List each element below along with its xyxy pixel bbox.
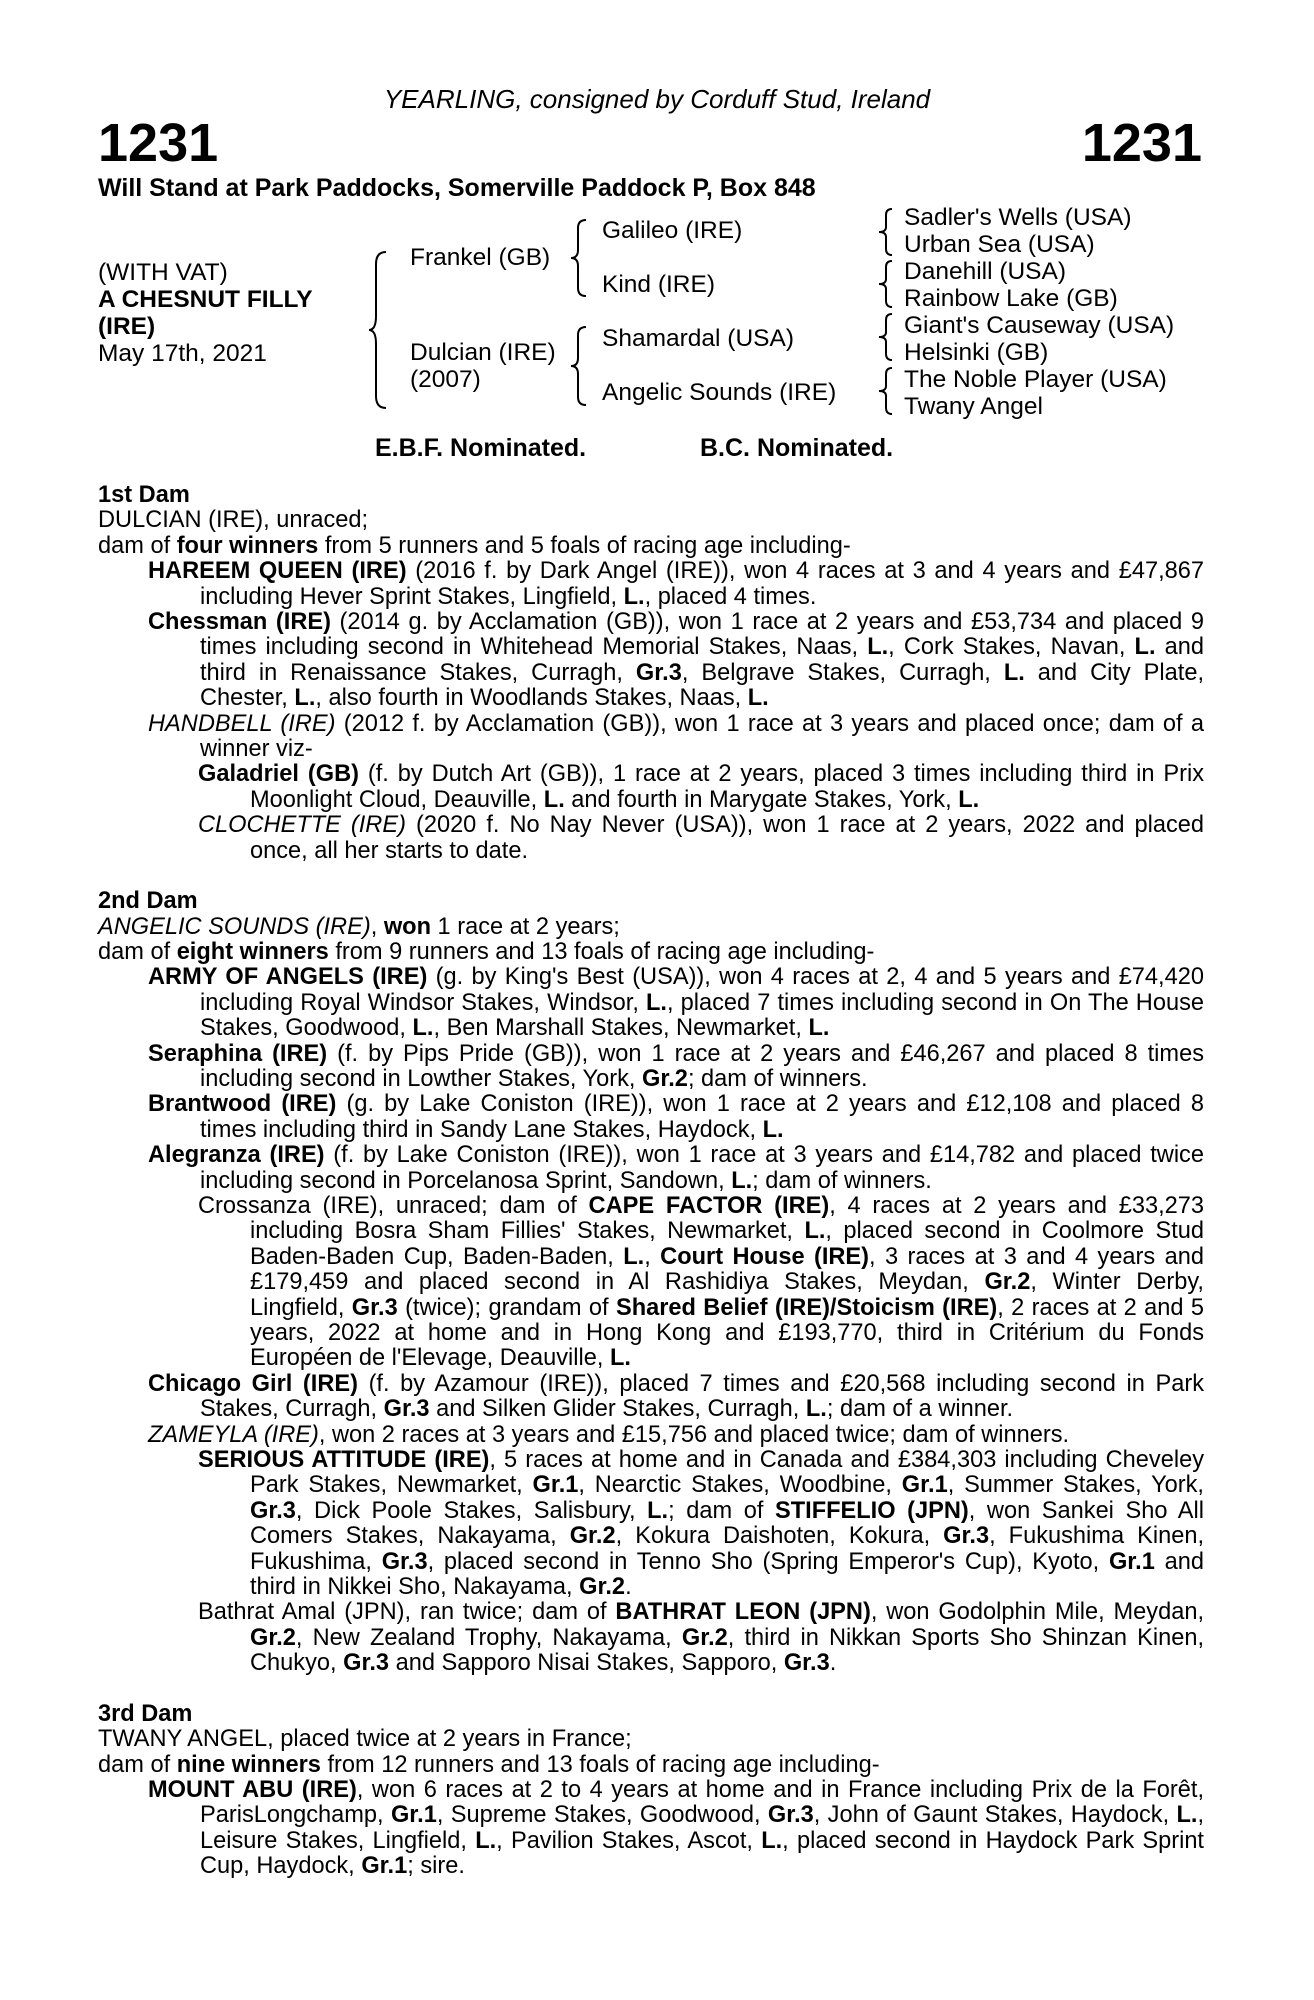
gen3-brace-3 <box>876 312 896 362</box>
stand-location: Will Stand at Park Paddocks, Somerville Paddock P, Box 848 <box>98 174 816 202</box>
vat-note: (WITH VAT) <box>98 259 228 286</box>
dam-sire: Shamardal (USA) <box>602 325 794 352</box>
progeny-entry: MOUNT ABU (IRE), won 6 races at 2 to 4 years at home and in France including Prix de la Forêt, ParisLongchamp, Gr.1, Supreme Stakes, Goodwood, Gr.3, John of Gaunt Stakes, Haydock, L., Leisure Stakes, Lingfield, L., Pavilion Stakes, Ascot, L., placed second in Haydock Park Sprint Cup, Haydock, Gr.1; sire. <box>148 1776 1205 1880</box>
progeny-entry: Brantwood (IRE) (g. by Lake Coniston (IRE)), won 1 race at 2 years and £12,108 and placed 8 times including third in Sandy Lane Stakes, Haydock, L. <box>148 1091 1204 1143</box>
progeny-entry: ARMY OF ANGELS (IRE) (g. by King's Best (USA)), won 4 races at 2, 4 and 5 years and £74,420 including Royal Windsor Stakes, Windsor, L., placed 7 times including second in On The House Stakes, Goodwood, L., Ben Marshall Stakes, Newmarket, L. <box>148 964 1204 1042</box>
g3-dsd: Helsinki (GB) <box>904 339 1049 366</box>
dam1-heading: 1st Dam <box>98 482 190 508</box>
sire: Frankel (GB) <box>410 244 551 271</box>
dam3-line1: TWANY ANGEL, placed twice at 2 years in France; <box>98 1726 632 1753</box>
progeny-sub-entry: Crossanza (IRE), unraced; dam of CAPE FACTOR (IRE), 4 races at 2 years and £33,273 including Bosra Sham Fillies' Stakes, Newmarket, L., placed second in Coolmore Stud Baden-Baden Cup, Baden-Baden, L., Court House (IRE), 3 races at 3 and 4 years and £179,459 and placed second in Al Rashidiya Stakes, Meydan, Gr.2, Winter Derby, Lingfield, Gr.3 (twice); grandam of Shared Belief (IRE)/Stoicism (IRE), 2 races at 2 and 5 years, 2022 at home and in Hong Kong and £193,770, third in Critérium du Fonds Européen de l'Elevage, Deauville, L. <box>198 1192 1204 1372</box>
progeny-sub-entry: Galadriel (GB) (f. by Dutch Art (GB)), 1 race at 2 years, placed 3 times including third in Prix Moonlight Cloud, Deauville, L. and fourth in Marygate Stakes, York, L. <box>198 761 1204 813</box>
dam1-line1: DULCIAN (IRE), unraced; <box>98 507 369 534</box>
ebf-nomination: E.B.F. Nominated. <box>375 434 587 462</box>
progeny-entry: HANDBELL (IRE) (2012 f. by Acclamation (GB)), won 1 race at 3 years and placed once; dam of a winner viz- <box>148 710 1204 763</box>
lot-country: (IRE) <box>98 313 156 340</box>
gen3-brace-1 <box>876 207 896 257</box>
dam3-heading: 3rd Dam <box>98 1700 193 1727</box>
progeny-sub-entry: SERIOUS ATTITUDE (IRE), 5 races at home and in Canada and £384,303 including Cheveley Park Stakes, Newmarket, Gr.1, Nearctic Stakes, Woodbine, Gr.1, Summer Stakes, York, Gr.3, Dick Poole Stakes, Salisbury, L.; dam of STIFFELIO (JPN), won Sankei Sho All Comers Stakes, Nakayama, Gr.2, Kokura Daishoten, Kokura, Gr.3, Fukushima Kinen, Fukushima, Gr.3, placed second in Tenno Sho (Spring Emperor's Cup), Kyoto, Gr.1 and third in Nikkei Sho, Nakayama, Gr.2. <box>198 1447 1204 1601</box>
lot-dob: May 17th, 2021 <box>98 340 267 367</box>
dam: Dulcian (IRE) <box>410 339 556 366</box>
pedigree-brace-main <box>368 250 392 410</box>
g3-ddd: Twany Angel <box>904 393 1043 420</box>
dam2-line2: dam of eight winners from 9 runners and 13 foals of racing age including- <box>98 938 875 965</box>
lot-number-left: 1231 <box>98 113 219 173</box>
g3-sds: Danehill (USA) <box>904 258 1067 285</box>
progeny-entry: Chessman (IRE) (2014 g. by Acclamation (GB)), won 1 race at 2 years and £53,734 and placed 9 times including second in Whitehead Memorial Stakes, Naas, L., Cork Stakes, Navan, L. and third in Renaissance Stakes, Curragh, Gr.3, Belgrave Stakes, Curragh, L. and City Plate, Chester, L., also fourth in Woodlands Stakes, Naas, L. <box>148 609 1205 712</box>
sire-brace <box>570 218 590 298</box>
progeny-entry: Chicago Girl (IRE) (f. by Azamour (IRE)), placed 7 times and £20,568 including second in Park Stakes, Curragh, Gr.3 and Silken Glider Stakes, Curragh, L.; dam of a winner. <box>148 1370 1204 1423</box>
gen3-brace-2 <box>876 259 896 309</box>
dam1-line2: dam of four winners from 5 runners and 5 foals of racing age including- <box>98 532 851 559</box>
dam3-progeny <box>98 1778 1204 1880</box>
progeny-sub-entry: CLOCHETTE (IRE) (2020 f. No Nay Never (USA)), won 1 race at 2 years, 2022 and placed once, all her starts to date. <box>198 812 1204 864</box>
dam2-line1: ANGELIC SOUNDS (IRE), won 1 race at 2 years; <box>98 913 620 940</box>
sire-dam: Kind (IRE) <box>602 271 716 298</box>
g3-sdd: Rainbow Lake (GB) <box>904 285 1118 312</box>
lot-name: A CHESNUT FILLY <box>98 286 313 313</box>
g3-sss: Sadler's Wells (USA) <box>904 204 1132 231</box>
progeny-entry: Seraphina (IRE) (f. by Pips Pride (GB)), won 1 race at 2 years and £46,267 and placed 8 times including second in Lowther Stakes, York, Gr.2; dam of winners. <box>148 1040 1204 1092</box>
progeny-entry: Alegranza (IRE) (f. by Lake Coniston (IRE)), won 1 race at 3 years and £14,782 and placed twice including second in Porcelanosa Sprint, Sandown, L.; dam of winners. <box>148 1142 1204 1194</box>
dam2-heading: 2nd Dam <box>98 888 198 915</box>
lot-number-right: 1231 <box>1081 113 1202 173</box>
g3-dss: Giant's Causeway (USA) <box>904 312 1175 339</box>
dam3-line2: dam of nine winners from 12 runners and 13 foals of racing age including- <box>98 1751 880 1778</box>
progeny-entry: ZAMEYLA (IRE), won 2 races at 3 years and £15,756 and placed twice; dam of winners. <box>148 1421 1070 1448</box>
g3-dds: The Noble Player (USA) <box>904 366 1167 393</box>
sire-sire: Galileo (IRE) <box>602 217 743 244</box>
bc-nomination: B.C. Nominated. <box>700 434 894 462</box>
progeny-entry: HAREEM QUEEN (IRE) (2016 f. by Dark Angel (IRE)), won 4 races at 3 and 4 years and £47,867 including Hever Sprint Stakes, Lingfield, L., placed 4 times. <box>148 558 1204 610</box>
produce-record <box>98 483 1204 1880</box>
dam-brace <box>570 325 590 407</box>
dam1-progeny <box>98 559 1204 864</box>
gen3-brace-4 <box>876 366 896 416</box>
dam-dam: Angelic Sounds (IRE) <box>602 379 837 406</box>
g3-ssd: Urban Sea (USA) <box>904 231 1095 258</box>
progeny-sub-entry: Bathrat Amal (JPN), ran twice; dam of BATHRAT LEON (JPN), won Godolphin Mile, Meydan, Gr.2, New Zealand Trophy, Nakayama, Gr.2, third in Nikkan Sports Sho Shinzan Kinen, Chukyo, Gr.3 and Sapporo Nisai Stakes, Sapporo, Gr.3. <box>198 1599 1205 1677</box>
dam2-progeny <box>98 965 1204 1676</box>
dam-year: (2007) <box>410 366 481 393</box>
consignment-line: YEARLING, consigned by Corduff Stud, Ireland <box>383 84 931 114</box>
